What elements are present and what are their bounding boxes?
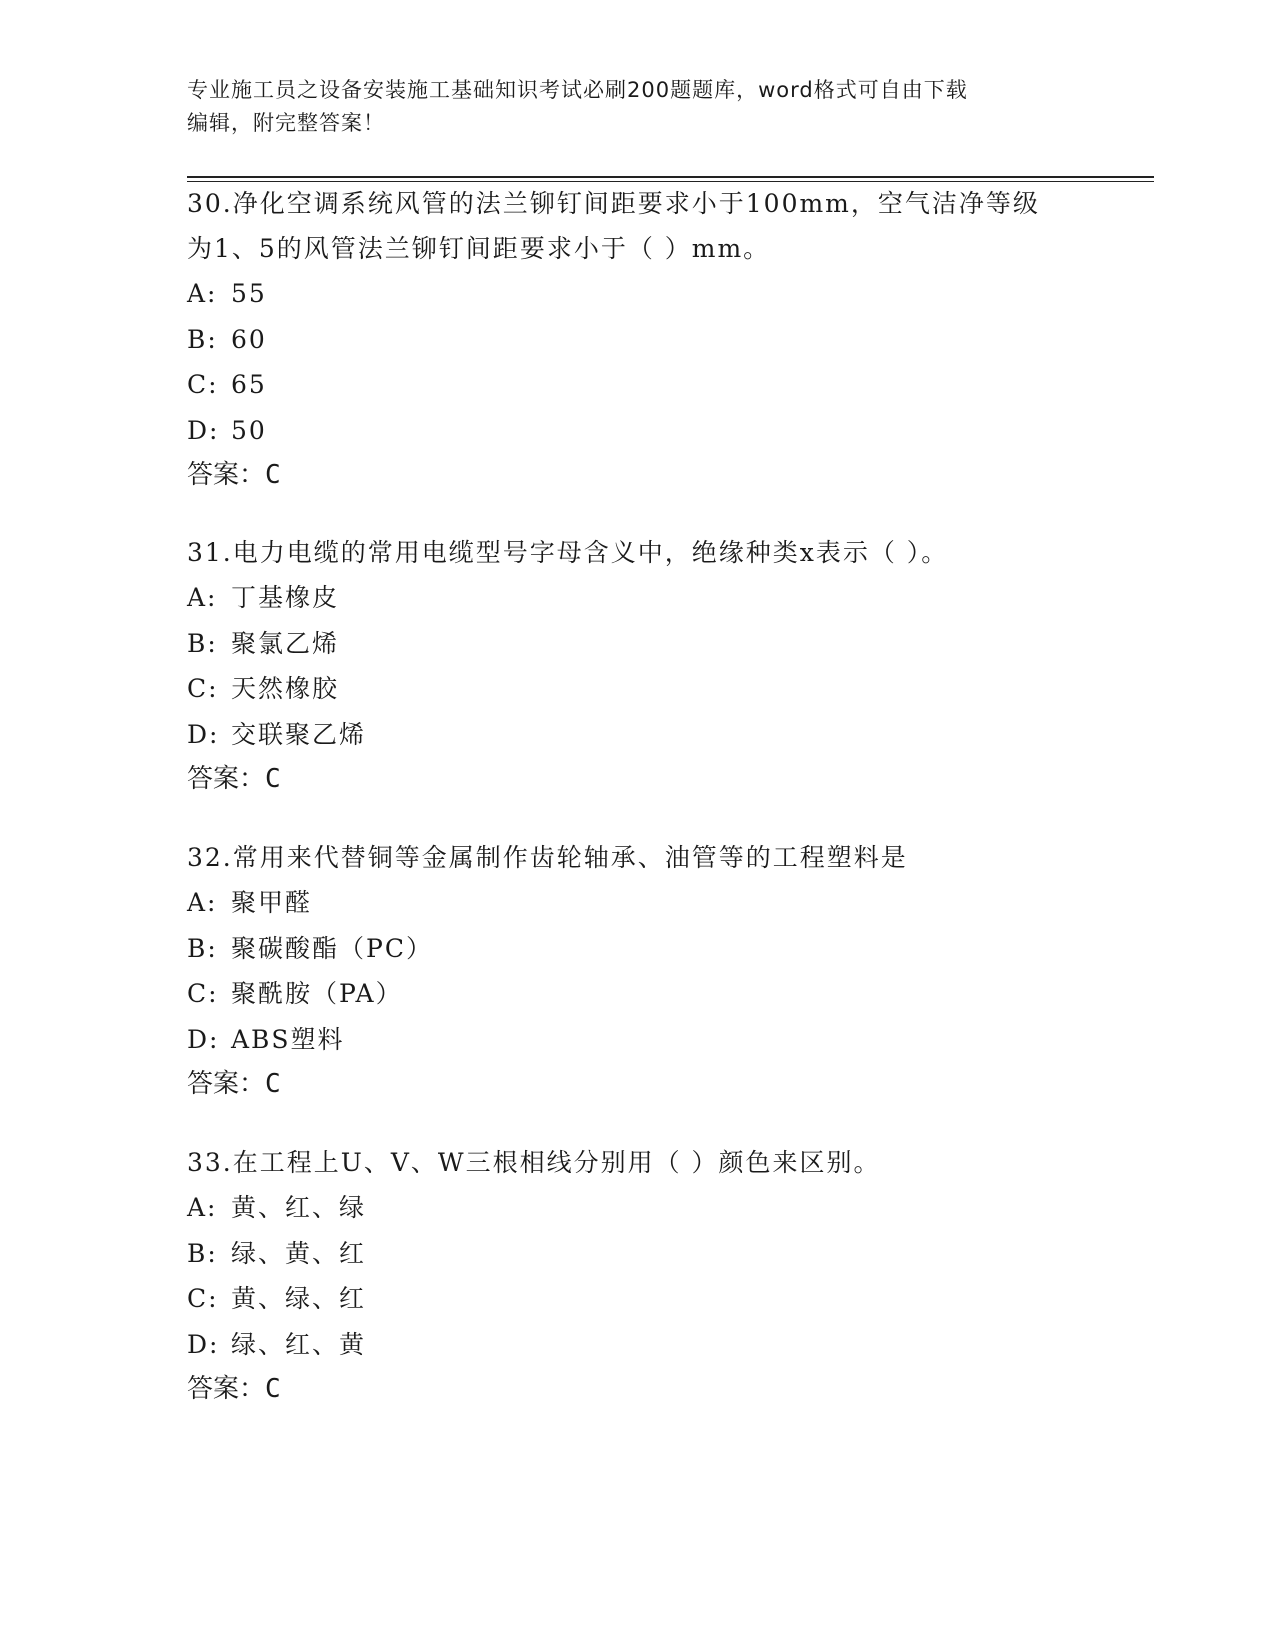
- option-key: D:: [187, 1329, 220, 1359]
- answer-line: [187, 757, 1147, 802]
- document-header: [187, 74, 1067, 140]
- option-key: B:: [187, 628, 218, 658]
- option-text: 聚甲醛: [231, 888, 313, 917]
- question-stem: 31.电力电缆的常用电缆型号字母含义中，绝缘种类x表示（ ）。: [187, 538, 949, 567]
- question-stem: 33.在工程上U、V、W三根相线分别用（ ）颜色来区别。: [187, 1148, 881, 1177]
- option-text: 65: [231, 370, 267, 399]
- option-c: [187, 666, 1147, 712]
- answer-value: C: [265, 1374, 281, 1404]
- option-key: C:: [187, 674, 219, 703]
- answer-line: [187, 453, 1147, 498]
- option-d: [187, 712, 1147, 758]
- option-d: [187, 408, 1147, 454]
- option-key: D:: [187, 1024, 220, 1054]
- option-c: [187, 362, 1147, 408]
- option-b: [187, 621, 1147, 667]
- question-33: [187, 1140, 1147, 1412]
- option-text: 聚碳酸酯（PC）: [231, 933, 433, 963]
- question-30: [187, 181, 1147, 498]
- option-key: A:: [187, 583, 218, 612]
- option-a: [187, 575, 1147, 621]
- option-c: [187, 1276, 1147, 1322]
- header-divider-thick: [187, 176, 1154, 178]
- answer-line: [187, 1062, 1147, 1107]
- option-text: ABS塑料: [231, 1024, 345, 1054]
- option-text: 60: [231, 324, 267, 354]
- question-31: [187, 530, 1147, 802]
- option-key: D:: [187, 719, 220, 749]
- question-stem-continued: 为1、5的风管法兰铆钉间距要求小于（ ）mm。: [187, 234, 771, 263]
- option-key: B:: [187, 324, 218, 354]
- option-text: 交联聚乙烯: [231, 719, 367, 749]
- option-text: 黄、红、绿: [231, 1193, 367, 1222]
- option-b: [187, 1231, 1147, 1277]
- question-32: [187, 835, 1147, 1107]
- option-d: [187, 1017, 1147, 1063]
- option-key: B:: [187, 933, 218, 963]
- option-text: 黄、绿、红: [231, 1284, 367, 1313]
- option-c: [187, 971, 1147, 1017]
- option-key: D:: [187, 415, 220, 445]
- option-text: 55: [231, 279, 267, 308]
- answer-label: 答案：: [187, 764, 266, 794]
- answer-label: 答案：: [187, 1069, 266, 1099]
- option-a: [187, 1185, 1147, 1231]
- option-key: C:: [187, 1284, 219, 1313]
- question-stem: 30.净化空调系统风管的法兰铆钉间距要求小于100mm，空气洁净等级: [187, 189, 1040, 218]
- answer-value: C: [265, 1069, 281, 1099]
- header-line-1: 专业施工员之设备安装施工基础知识考试必刷200题题库，word格式可自由下载: [187, 78, 968, 102]
- option-key: C:: [187, 979, 219, 1008]
- header-line-2: 编辑，附完整答案！: [187, 111, 385, 135]
- option-text: 聚酰胺（PA）: [231, 979, 403, 1008]
- option-a: [187, 880, 1147, 926]
- answer-value: C: [265, 764, 281, 794]
- option-key: A:: [187, 279, 218, 308]
- option-text: 绿、红、黄: [231, 1329, 367, 1359]
- option-d: [187, 1322, 1147, 1368]
- option-text: 丁基橡皮: [231, 583, 340, 612]
- option-text: 聚氯乙烯: [231, 628, 340, 658]
- option-text: 天然橡胶: [231, 674, 340, 703]
- answer-value: C: [265, 460, 281, 490]
- option-a: [187, 271, 1147, 317]
- option-key: C:: [187, 370, 219, 399]
- option-text: 绿、黄、红: [231, 1238, 367, 1268]
- option-key: A:: [187, 888, 218, 917]
- question-stem: 32.常用来代替铜等金属制作齿轮轴承、油管等的工程塑料是: [187, 843, 908, 872]
- option-key: B:: [187, 1238, 218, 1268]
- answer-label: 答案：: [187, 1374, 266, 1404]
- option-key: A:: [187, 1193, 218, 1222]
- answer-label: 答案：: [187, 460, 266, 490]
- option-b: [187, 317, 1147, 363]
- option-text: 50: [231, 415, 267, 445]
- answer-line: [187, 1367, 1147, 1412]
- option-b: [187, 926, 1147, 972]
